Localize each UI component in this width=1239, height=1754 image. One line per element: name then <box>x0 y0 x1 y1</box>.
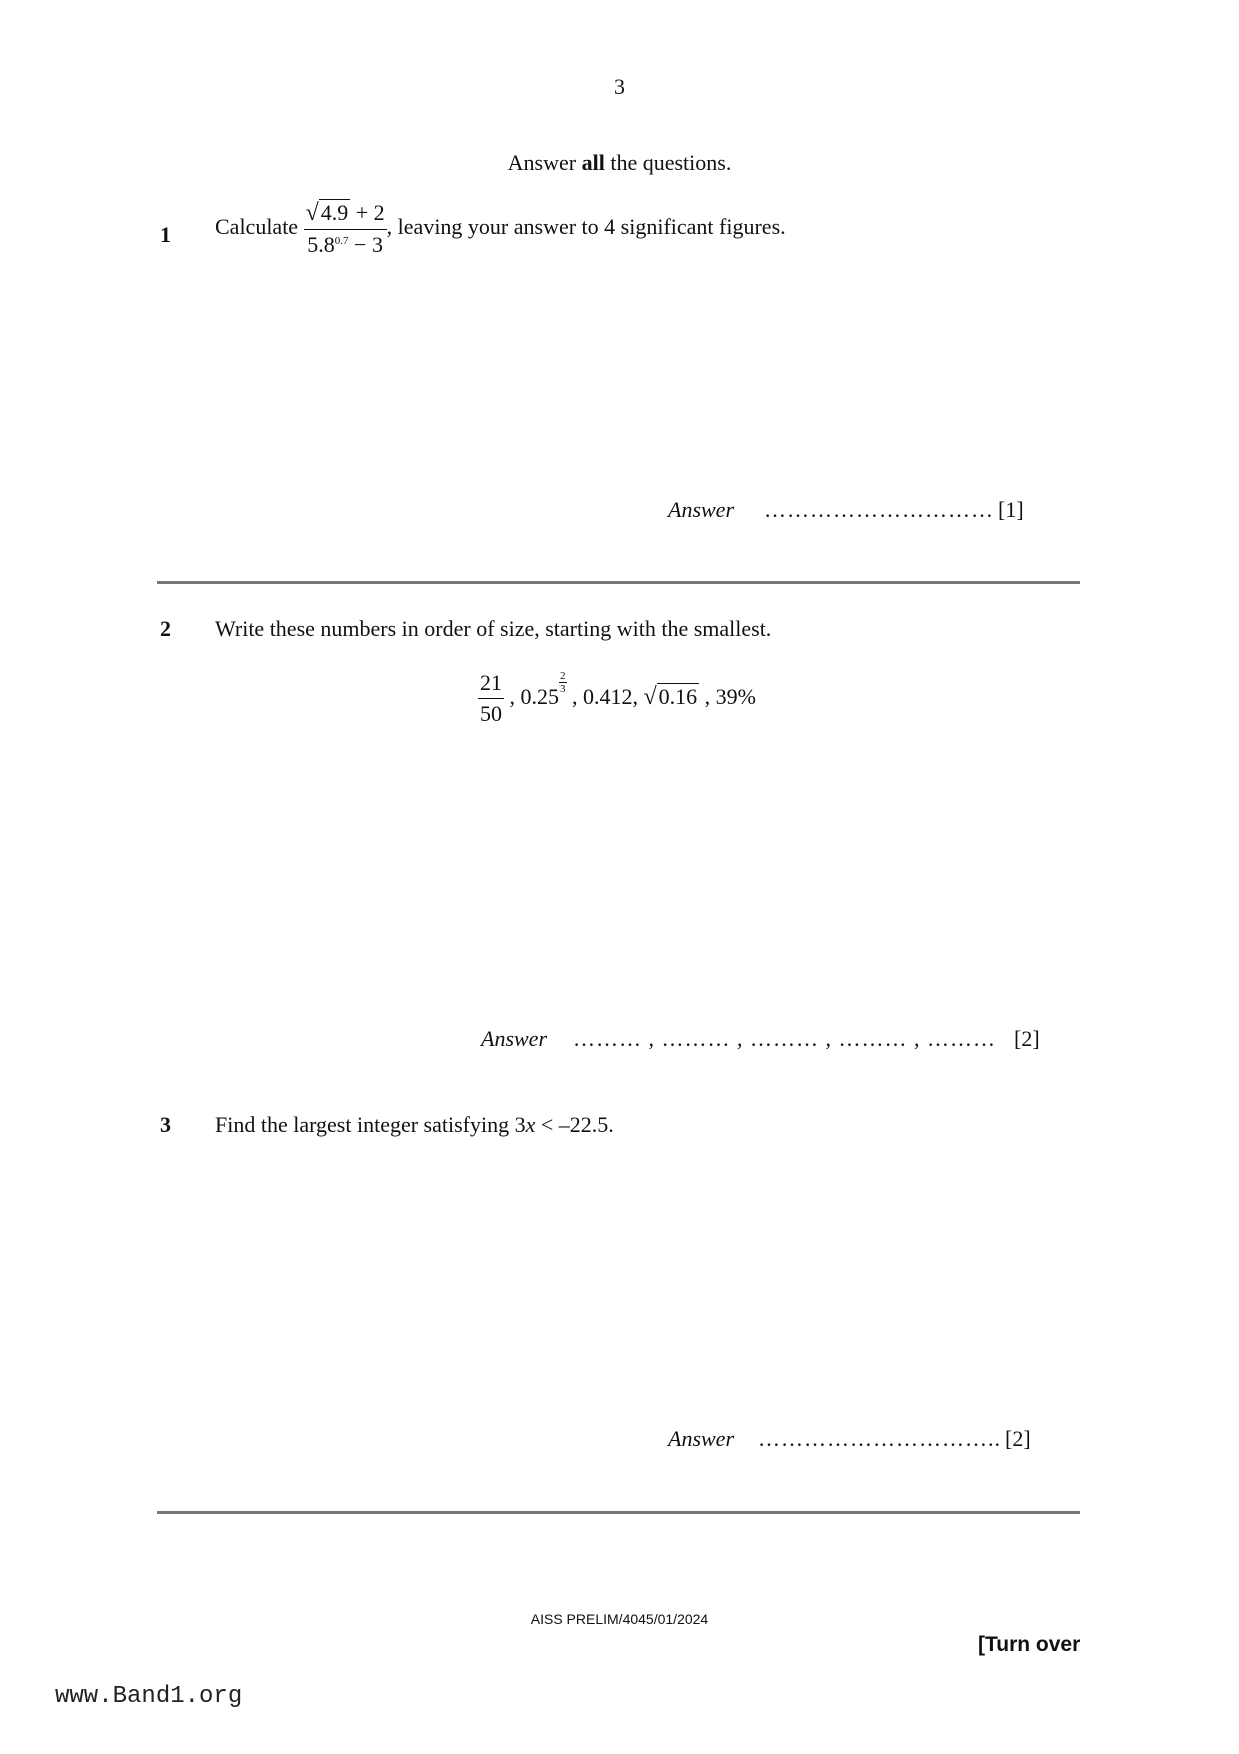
answer-blank[interactable]: ………………………… <box>764 497 994 522</box>
question-1-denominator <box>304 230 387 258</box>
question-1-fraction <box>304 200 387 258</box>
instruction-prefix: Answer <box>507 150 582 175</box>
sqrt-symbol: √ <box>643 684 657 710</box>
question-1-den-exponent: 0.7 <box>334 235 349 247</box>
sqrt-symbol: √ <box>305 200 319 226</box>
question-2-text: Write these numbers in order of size, starting with the smallest. <box>215 616 772 641</box>
question-1-numerator <box>304 200 387 230</box>
instruction-bold: all <box>581 150 605 175</box>
question-2-answer-line <box>481 1026 1040 1052</box>
question-3-variable: x <box>525 1112 536 1137</box>
question-1-radicand: 4.9 <box>320 200 349 225</box>
question-1-den-rest: − 3 <box>354 232 383 257</box>
question-1-suffix: , leaving your answer to 4 significant figures. <box>386 214 786 240</box>
answer-label: Answer <box>668 1426 734 1451</box>
watermark: www.Band1.org <box>55 1683 243 1710</box>
paper-code: AISS PRELIM/4045/01/2024 <box>530 1611 709 1627</box>
question-2-power-base: 0.25 <box>520 684 559 709</box>
question-1-number: 1 <box>160 222 171 247</box>
question-2-frac-num: 21 <box>478 670 504 699</box>
question-1-prefix: Calculate <box>215 214 299 240</box>
separator: , 0.412, <box>572 684 638 709</box>
question-3-text <box>215 1112 614 1138</box>
marks-label: [2] <box>1014 1026 1040 1051</box>
section-divider <box>157 581 1080 584</box>
question-1-text <box>215 200 786 258</box>
question-2-numbers <box>478 670 756 727</box>
question-2-fraction <box>478 670 504 727</box>
question-1-den-base: 5.8 <box>307 232 335 257</box>
question-2-number: 2 <box>160 616 171 641</box>
question-2-tail: , 39% <box>704 684 756 709</box>
question-3-answer-line <box>668 1426 1031 1452</box>
section-divider <box>157 1511 1080 1514</box>
question-2-power-exponent <box>559 670 567 695</box>
question-2-frac-den: 50 <box>480 701 502 727</box>
instruction <box>0 150 1239 176</box>
marks-label: [1] <box>998 497 1024 522</box>
question-2-radicand: 0.16 <box>658 684 698 709</box>
answer-label: Answer <box>481 1026 547 1051</box>
separator: , <box>509 684 515 709</box>
question-3-text-after: < –22.5. <box>535 1112 614 1137</box>
question-1-numerator-rest: + 2 <box>355 200 385 225</box>
exponent-den: 3 <box>560 683 566 695</box>
answer-label: Answer <box>668 497 734 522</box>
turn-over-label: [Turn over <box>978 1633 1081 1656</box>
answer-blank[interactable]: ……… , ……… , ……… , ……… , ……… <box>573 1026 996 1051</box>
question-3-number: 3 <box>160 1112 171 1137</box>
page-number: 3 <box>614 74 625 99</box>
question-3-text-before: Find the largest integer satisfying 3 <box>215 1112 526 1137</box>
marks-label: [2] <box>1005 1426 1031 1451</box>
instruction-suffix: the questions. <box>604 150 732 175</box>
exponent-num: 2 <box>560 670 566 682</box>
question-1-answer-line <box>668 497 1024 523</box>
answer-blank[interactable]: ………………………….. <box>758 1426 1001 1451</box>
